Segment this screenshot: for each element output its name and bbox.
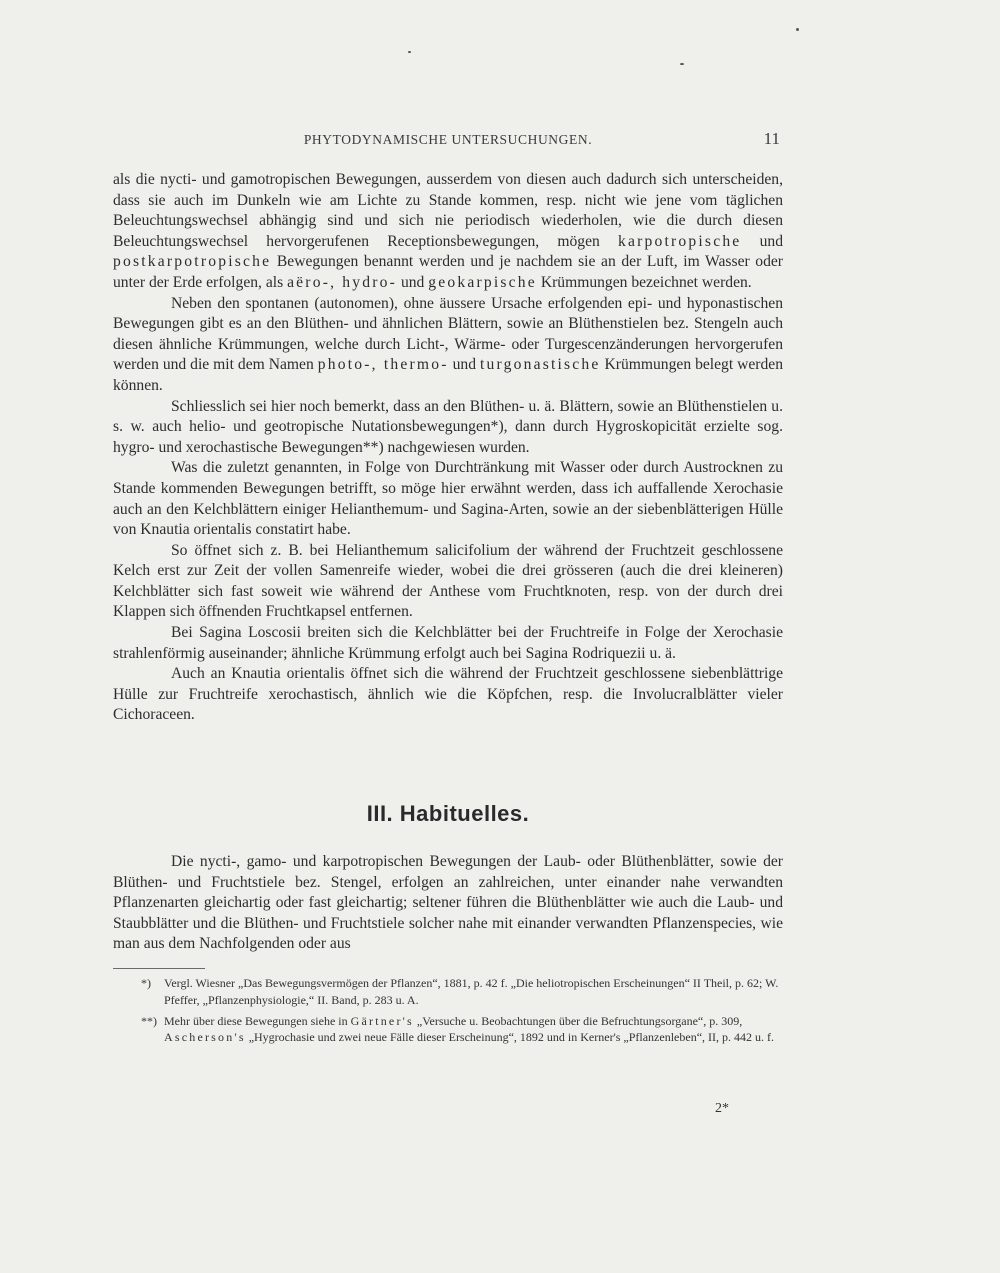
spaced-term: karpotropische bbox=[617, 232, 742, 250]
paragraph-4: Was die zuletzt genannten, in Folge von Durchtränkung mit Wasser oder durch Austrocknen zu Stande kommenden Bewegungen betrifft, so möge hier erwähnt werden, dass ich auffallende Xerochasie auch an den Kelchblättern einiger Helianthemum- und Sagina-Arten, sowie an der siebenblätterigen Hülle von Knautia orientalis constatirt habe. bbox=[113, 459, 783, 539]
text-run: Krümmungen belegt werden können. bbox=[113, 356, 784, 394]
footnote-divider bbox=[113, 968, 205, 969]
paragraph-1 bbox=[113, 170, 783, 294]
page-number: 11 bbox=[763, 129, 780, 148]
paragraph-5: So öffnet sich z. B. bei Helianthemum salicifolium der während der Fruchtzeit geschlossene Kelch erst zur Zeit der vollen Samenreife wieder, wobei die drei grösseren (auch die drei kleineren) Kelchblätter sich fast soweit wie während der Anthese vom Fruchtknoten, resp. von der durch drei Klappen sich öffnenden Fruchtkapsel entfernen. bbox=[113, 541, 783, 621]
footnotes bbox=[113, 975, 783, 1050]
text-run: und bbox=[741, 232, 783, 250]
text-run: als die nycti- und gamotropischen Bewegungen, ausserdem von diesen auch dadurch sich unterscheiden, dass sie auch im Dunkeln wie am Lichte zu Stande kommen, resp. nicht wie jene vom täglichen Beleuchtungswechsel abhängig sind und sich nie periodisch wiederholen, wie die durch diesen Beleuchtungswechsel hervorgerufenen Receptionsbewegungen, mögen bbox=[113, 171, 783, 250]
paragraph-2 bbox=[113, 294, 783, 397]
section-text bbox=[113, 852, 783, 955]
text-run: Mehr über diese Bewegungen siehe in bbox=[164, 1013, 351, 1028]
text-run: Bewegungen benannt werden und je nachdem sie an der Luft, im Wasser oder unter der Erde erfolgen, als bbox=[113, 253, 783, 291]
text-run: und bbox=[397, 273, 429, 291]
section-paragraph-1: Die nycti-, gamo- und karpotropischen Bewegungen der Laub- oder Blüthenblätter, sowie der Blüthen- und Fruchtstiele bez. Stengel, erfolgen an zahlreichen, unter einander nahe verwandten Pflanzenarten gleichartig oder fast gleichartig; seltener führen die Blüthenblätter wie auch die Laub- und Staubblätter und die Blüthen- und Fruchtstiele solcher nahe mit einander verwandten Pflanzenspecies, wie man aus dem Nachfolgenden oder aus bbox=[113, 853, 783, 953]
text-run: Krümmungen bezeichnet werden. bbox=[536, 273, 752, 291]
spaced-term: photo-, thermo- bbox=[317, 356, 449, 374]
running-title: PHYTODYNAMISCHE UNTERSUCHUNGEN. bbox=[303, 132, 593, 147]
spaced-term: geokarpische bbox=[428, 273, 537, 291]
footnote-text: Vergl. Wiesner „Das Bewegungsvermögen der Pflanzen“, 1881, p. 42 f. „Die heliotropischen Erscheinungen“ II Theil, p. 62; W. Pfeffer, „Pflanzenphysiologie,“ II. Band, p. 283 u. A. bbox=[164, 976, 779, 1007]
signature-mark: 2* bbox=[715, 1101, 729, 1116]
footnote-text bbox=[164, 1014, 774, 1045]
spaced-term: turgonastische bbox=[479, 356, 601, 374]
paragraph-7: Auch an Knautia orientalis öffnet sich die während der Fruchtzeit geschlossene siebenblättrige Hülle zur Fruchtreife xerochastisch, ähnlich wie die Köpfchen, resp. die Involucralblätter vieler Cichoraceen. bbox=[113, 665, 783, 724]
text-run: „Versuche u. Beobachtungen über die Befruchtungsorgane“, p. 309, bbox=[413, 1013, 743, 1028]
section-heading: III. Habituelles. bbox=[366, 801, 530, 826]
paragraph-6: Bei Sagina Loscosii breiten sich die Kelchblätter bei der Fruchtreife in Folge der Xerochasie strahlenförmig auseinander; ähnliche Krümmung erfolgt auch bei Sagina Rodriquezii u. ä. bbox=[113, 624, 783, 662]
footnote-mark: *) bbox=[141, 976, 151, 990]
text-run: und bbox=[448, 356, 480, 374]
spaced-term: postkarpotropische bbox=[113, 253, 272, 271]
spaced-term: Ascherson's bbox=[164, 1030, 246, 1045]
footnote-1 bbox=[113, 975, 783, 1009]
text-run: „Hygrochasie und zwei neue Fälle dieser Erscheinung“, 1892 und in Kerner's „Pflanzenleben“, II, p. 442 u. f. bbox=[245, 1030, 775, 1045]
scan-speck bbox=[408, 51, 411, 53]
running-header bbox=[110, 129, 786, 153]
footnote-2 bbox=[113, 1013, 783, 1047]
footnote-mark: **) bbox=[141, 1013, 157, 1028]
spaced-term: Gärtner's bbox=[350, 1013, 414, 1028]
scan-speck bbox=[796, 28, 799, 31]
text-run: Neben den spontanen (autonomen), ohne äussere Ursache erfolgenden epi- und hyponastischen Bewegungen gibt es an den Blüthen- und ähnlichen Blättern, sowie an Blüthenstielen bez. Stengeln auch diesen ähnliche Krümmungen, welche durch Licht-, Wärme- oder Turgescenzänderungen hervorgerufen werden und die mit dem Namen bbox=[113, 294, 783, 374]
scan-speck bbox=[680, 63, 684, 65]
spaced-term: aëro-, hydro- bbox=[287, 273, 398, 291]
paragraph-3: Schliesslich sei hier noch bemerkt, dass an den Blüthen- u. ä. Blättern, sowie an Blüthenstielen u. s. w. auch helio- und geotropische Nutationsbewegungen*), dann durch Hygroskopicität erzielte sog. hygro- und xerochastische Bewegungen**) nachgewiesen wurden. bbox=[113, 397, 783, 456]
body-text bbox=[113, 170, 783, 726]
